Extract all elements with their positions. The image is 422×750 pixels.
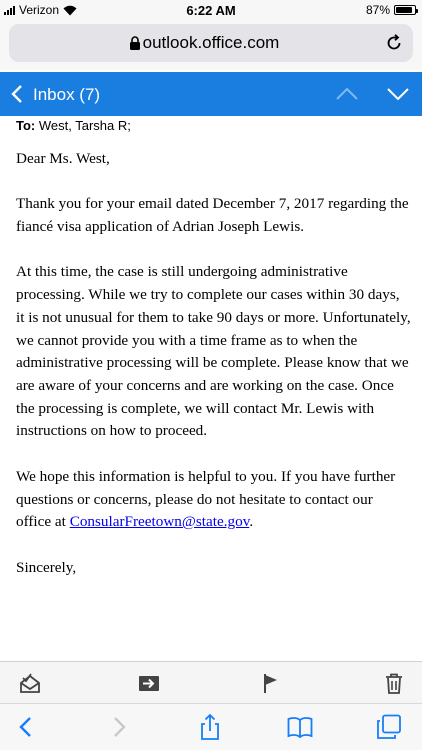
email-address-link[interactable]: ConsularFreetown@state.gov <box>69 513 250 531</box>
share-icon[interactable] <box>197 714 223 740</box>
flag-icon[interactable] <box>260 672 282 694</box>
browser-toolbar <box>0 703 422 750</box>
previous-message-icon[interactable] <box>336 88 358 100</box>
greeting: Dear Ms. West, <box>16 150 110 167</box>
address-field[interactable] <box>9 24 413 62</box>
mail-toolbar <box>0 661 422 703</box>
status-time: 6:22 AM <box>186 3 236 18</box>
browser-address-area <box>0 20 422 70</box>
forward-arrow-icon[interactable] <box>105 714 131 740</box>
status-right <box>366 3 416 17</box>
battery-percent: 87% <box>365 3 390 17</box>
closing: Sincerely, <box>16 558 77 576</box>
back-arrow-icon[interactable] <box>14 714 40 740</box>
battery-fill <box>396 7 412 13</box>
body-paragraph-3 <box>16 466 411 534</box>
chevron-left-icon[interactable] <box>10 84 24 104</box>
paragraph-3-text: We hope this information is helpful to you. If you have further questions or concerns, please do not hesitate to contact our office at <box>16 467 396 531</box>
carrier-name: Verizon <box>19 3 60 17</box>
battery-icon <box>394 5 416 15</box>
tabs-icon[interactable] <box>376 714 402 740</box>
next-message-icon[interactable] <box>387 88 409 100</box>
to-recipient: West, Tarsha R; <box>38 118 131 133</box>
bookmarks-icon[interactable] <box>287 714 313 740</box>
paragraph-3-end: . <box>249 513 254 531</box>
inbox-back-button[interactable]: Inbox (7) <box>33 85 101 104</box>
mark-read-icon[interactable] <box>19 672 41 694</box>
move-icon[interactable] <box>138 672 160 694</box>
body-paragraph-2: At this time, the case is still undergoing administrative processing. While we try to complete our cases within 30 days, it is not unusual for them to take 90 days or more. Unfortunately, we cannot provide you with a time frame as to when the administrative processing will be complete. Please know that we are aware of your concerns and are working on the case. Once the processing is complete, we will contact Mr. Lewis with instructions on how to proceed. <box>16 263 411 440</box>
email-body <box>16 148 411 602</box>
to-label: To: <box>16 118 36 133</box>
trash-icon[interactable] <box>383 672 405 694</box>
reload-icon[interactable] <box>385 34 403 52</box>
mail-header <box>0 72 422 116</box>
body-paragraph-1: Thank you for your email dated December 7, 2017 regarding the fiancé visa application of Adrian Joseph Lewis. <box>16 195 409 236</box>
url-text: outlook.office.com <box>142 33 280 52</box>
status-bar <box>0 0 422 20</box>
recipient-line <box>16 118 131 133</box>
